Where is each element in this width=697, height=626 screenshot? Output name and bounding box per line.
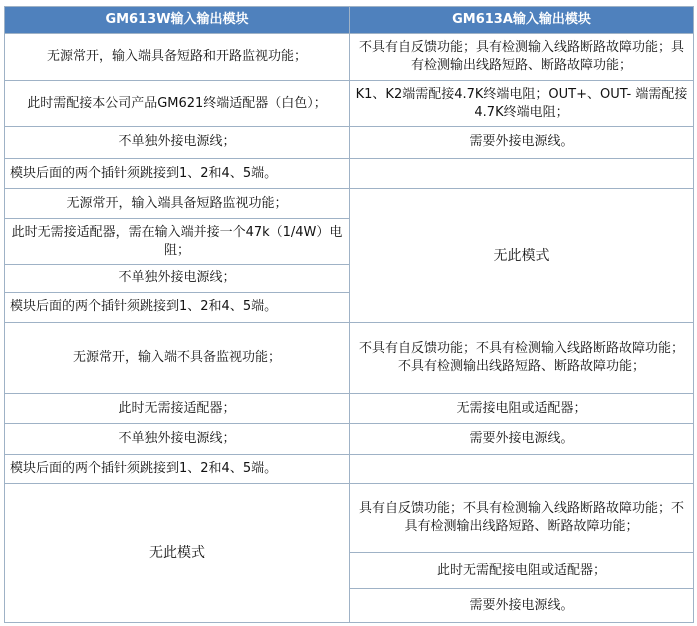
table-cell: 无源常开，输入端具备短路和开路监视功能； [5, 33, 350, 80]
table-row [5, 189, 694, 219]
no-mode-cell: 无此模式 [350, 189, 694, 323]
table-cell: 此时无需接适配器，需在输入端并接一个47k（1/4W）电阻； [5, 219, 350, 264]
table-cell: 不单独外接电源线； [5, 126, 350, 158]
no-mode-cell: 无此模式 [5, 483, 350, 622]
header-gm613w: GM613W输入输出模块 [5, 7, 350, 34]
table-cell: 模块后面的两个插针须跳接到1、2和4、5端。 [5, 454, 350, 483]
table-cell: 模块后面的两个插针须跳接到1、2和4、5端。 [5, 159, 350, 189]
table-cell: 无源常开，输入端不具备监视功能； [5, 323, 350, 394]
table-cell: 此时无需接适配器； [5, 394, 350, 424]
table-cell: 此时无需配接电阻或适配器； [350, 552, 694, 589]
table-row [5, 483, 694, 552]
table-cell: 不单独外接电源线； [5, 264, 350, 292]
table-row [5, 424, 694, 454]
table-cell: 不具有自反馈功能；具有检测输入线路断路故障功能；具有检测输出线路短路、断路故障功能； [350, 33, 694, 80]
table-cell: 此时需配接本公司产品GM621终端适配器（白色）； [5, 81, 350, 126]
table-cell: K1、K2端需配接4.7K终端电阻；OUT+、OUT- 端需配接4.7K终端电阻； [350, 81, 694, 126]
table-cell: 需要外接电源线。 [350, 589, 694, 623]
table-cell: 模块后面的两个插针须跳接到1、2和4、5端。 [5, 292, 350, 322]
table-row [5, 126, 694, 158]
table-cell: 无源常开，输入端具备短路监视功能； [5, 189, 350, 219]
table-row [5, 81, 694, 126]
table-cell: 具有自反馈功能；不具有检测输入线路断路故障功能；不具有检测输出线路短路、断路故障功能； [350, 483, 694, 552]
table-cell [350, 454, 694, 483]
table-row [5, 323, 694, 394]
table-cell: 不具有自反馈功能；不具有检测输入线路断路故障功能；不具有检测输出线路短路、断路故障功能； [350, 323, 694, 394]
header-row [5, 7, 694, 34]
table-cell [350, 159, 694, 189]
table-row [5, 454, 694, 483]
table-cell: 不单独外接电源线； [5, 424, 350, 454]
table-row [5, 394, 694, 424]
table-row [5, 33, 694, 80]
table-row [5, 159, 694, 189]
header-gm613a: GM613A输入输出模块 [350, 7, 694, 34]
table-cell: 需要外接电源线。 [350, 424, 694, 454]
comparison-table [4, 6, 694, 623]
table-cell: 无需接电阻或适配器； [350, 394, 694, 424]
table-cell: 需要外接电源线。 [350, 126, 694, 158]
